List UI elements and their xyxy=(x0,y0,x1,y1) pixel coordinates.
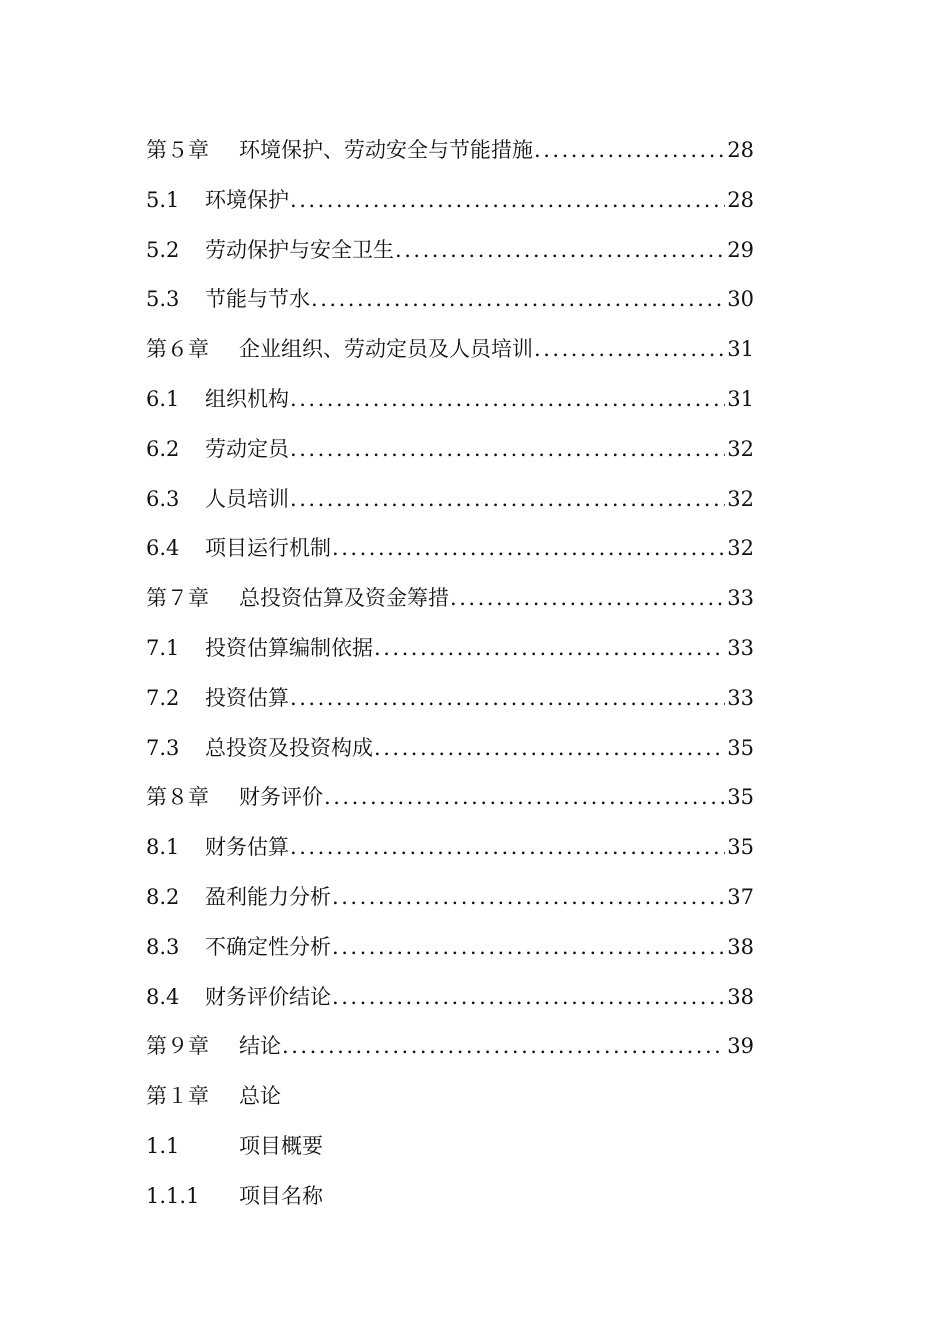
heading-subsection-1-1-1 xyxy=(146,1172,754,1222)
toc-entry-title: 结论 xyxy=(239,1034,281,1059)
toc-entry-title: 劳动定员 xyxy=(205,436,289,461)
dot-leader xyxy=(332,524,725,574)
heading-chapter-1 xyxy=(146,1072,754,1122)
toc-entry-number: 7.2 xyxy=(146,685,180,710)
heading-number: 1.1 xyxy=(146,1133,180,1158)
dot-leader xyxy=(374,624,725,674)
dot-leader xyxy=(332,873,725,923)
toc-entry-title: 总投资估算及资金筹措 xyxy=(239,586,449,611)
dot-leader xyxy=(290,475,725,525)
toc-entry-page: 38 xyxy=(727,934,754,959)
heading-title: 总论 xyxy=(239,1084,281,1108)
toc-entry-6-3[interactable] xyxy=(146,475,754,525)
toc-entry-7-1[interactable] xyxy=(146,624,754,674)
toc-entry-title: 投资估算 xyxy=(205,685,289,710)
dot-leader xyxy=(332,923,725,973)
dot-leader xyxy=(290,425,725,475)
toc-entry-title: 不确定性分析 xyxy=(205,934,331,959)
dot-leader xyxy=(332,973,725,1023)
toc-entry-5-2[interactable] xyxy=(146,226,754,276)
toc-entry-number: 8.4 xyxy=(146,984,180,1009)
toc-entry-title: 节能与节水 xyxy=(205,287,310,312)
dot-leader xyxy=(290,176,725,226)
toc-entry-title: 环境保护、劳动安全与节能措施 xyxy=(239,138,533,162)
toc-entry-page: 33 xyxy=(727,635,754,660)
toc-entry-page: 35 xyxy=(727,785,754,810)
dot-leader xyxy=(324,773,725,823)
toc-entry-page: 28 xyxy=(727,138,754,162)
toc-entry-ch9[interactable] xyxy=(146,1022,754,1072)
dot-leader xyxy=(290,375,725,425)
toc-entry-ch6[interactable] xyxy=(146,325,754,375)
heading-number: 1.1.1 xyxy=(146,1183,200,1208)
toc-entry-page: 31 xyxy=(727,337,754,362)
toc-entry-6-2[interactable] xyxy=(146,425,754,475)
toc-entry-5-3[interactable] xyxy=(146,275,754,325)
toc-entry-number: 6.3 xyxy=(146,486,180,511)
toc-entry-number: 第８章 xyxy=(146,785,209,810)
table-of-contents xyxy=(146,126,754,1072)
toc-entry-7-3[interactable] xyxy=(146,724,754,774)
dot-leader xyxy=(374,724,725,774)
toc-entry-title: 企业组织、劳动定员及人员培训 xyxy=(239,337,533,362)
toc-entry-5-1[interactable] xyxy=(146,176,754,226)
toc-entry-number: 5.3 xyxy=(146,287,180,312)
toc-entry-number: 8.2 xyxy=(146,884,180,909)
toc-entry-page: 29 xyxy=(727,237,754,262)
toc-entry-title: 盈利能力分析 xyxy=(205,884,331,909)
toc-entry-number: 7.1 xyxy=(146,635,180,660)
toc-entry-number: 第５章 xyxy=(146,138,209,162)
toc-entry-page: 30 xyxy=(727,287,754,312)
toc-entry-page: 35 xyxy=(727,735,754,760)
toc-entry-title: 财务评价结论 xyxy=(205,984,331,1009)
toc-entry-page: 32 xyxy=(727,486,754,511)
toc-entry-page: 32 xyxy=(727,436,754,461)
toc-entry-ch5[interactable] xyxy=(146,126,754,176)
toc-entry-6-4[interactable] xyxy=(146,524,754,574)
dot-leader xyxy=(534,325,725,375)
toc-entry-ch8[interactable] xyxy=(146,773,754,823)
toc-entry-number: 第９章 xyxy=(146,1034,209,1059)
toc-entry-title: 财务评价 xyxy=(239,785,323,810)
toc-entry-number: 5.2 xyxy=(146,237,180,262)
toc-entry-title: 财务估算 xyxy=(205,835,289,860)
toc-entry-6-1[interactable] xyxy=(146,375,754,425)
toc-entry-number: 8.3 xyxy=(146,934,180,959)
toc-entry-ch7[interactable] xyxy=(146,574,754,624)
dot-leader xyxy=(290,674,725,724)
heading-number: 第１章 xyxy=(146,1084,209,1108)
toc-entry-title: 总投资及投资构成 xyxy=(205,735,373,760)
toc-entry-title: 投资估算编制依据 xyxy=(205,635,373,660)
toc-entry-page: 31 xyxy=(727,386,754,411)
toc-entry-page: 35 xyxy=(727,835,754,860)
toc-entry-number: 8.1 xyxy=(146,835,180,860)
toc-entry-8-1[interactable] xyxy=(146,823,754,873)
toc-entry-number: 6.2 xyxy=(146,436,180,461)
dot-leader xyxy=(311,275,725,325)
toc-entry-8-2[interactable] xyxy=(146,873,754,923)
toc-entry-page: 39 xyxy=(727,1034,754,1059)
dot-leader xyxy=(290,823,725,873)
heading-title: 项目名称 xyxy=(239,1183,323,1208)
toc-entry-title: 项目运行机制 xyxy=(205,536,331,561)
toc-entry-title: 组织机构 xyxy=(205,386,289,411)
dot-leader xyxy=(395,226,725,276)
document-body-headings xyxy=(146,1072,754,1221)
toc-entry-page: 33 xyxy=(727,586,754,611)
toc-entry-page: 32 xyxy=(727,536,754,561)
dot-leader xyxy=(534,126,725,176)
toc-entry-title: 人员培训 xyxy=(205,486,289,511)
toc-entry-title: 环境保护 xyxy=(205,187,289,212)
toc-entry-number: 第６章 xyxy=(146,337,209,362)
toc-entry-7-2[interactable] xyxy=(146,674,754,724)
toc-entry-page: 37 xyxy=(727,884,754,909)
dot-leader xyxy=(282,1022,725,1072)
toc-entry-number: 6.4 xyxy=(146,536,180,561)
heading-section-1-1 xyxy=(146,1122,754,1172)
toc-entry-number: 6.1 xyxy=(146,386,180,411)
toc-entry-number: 7.3 xyxy=(146,735,180,760)
toc-entry-8-3[interactable] xyxy=(146,923,754,973)
toc-entry-number: 第７章 xyxy=(146,586,209,611)
toc-entry-page: 33 xyxy=(727,685,754,710)
toc-entry-title: 劳动保护与安全卫生 xyxy=(205,237,394,262)
heading-title: 项目概要 xyxy=(239,1133,323,1158)
dot-leader xyxy=(450,574,725,624)
toc-entry-8-4[interactable] xyxy=(146,973,754,1023)
toc-entry-number: 5.1 xyxy=(146,187,180,212)
toc-entry-page: 38 xyxy=(727,984,754,1009)
toc-entry-page: 28 xyxy=(727,187,754,212)
